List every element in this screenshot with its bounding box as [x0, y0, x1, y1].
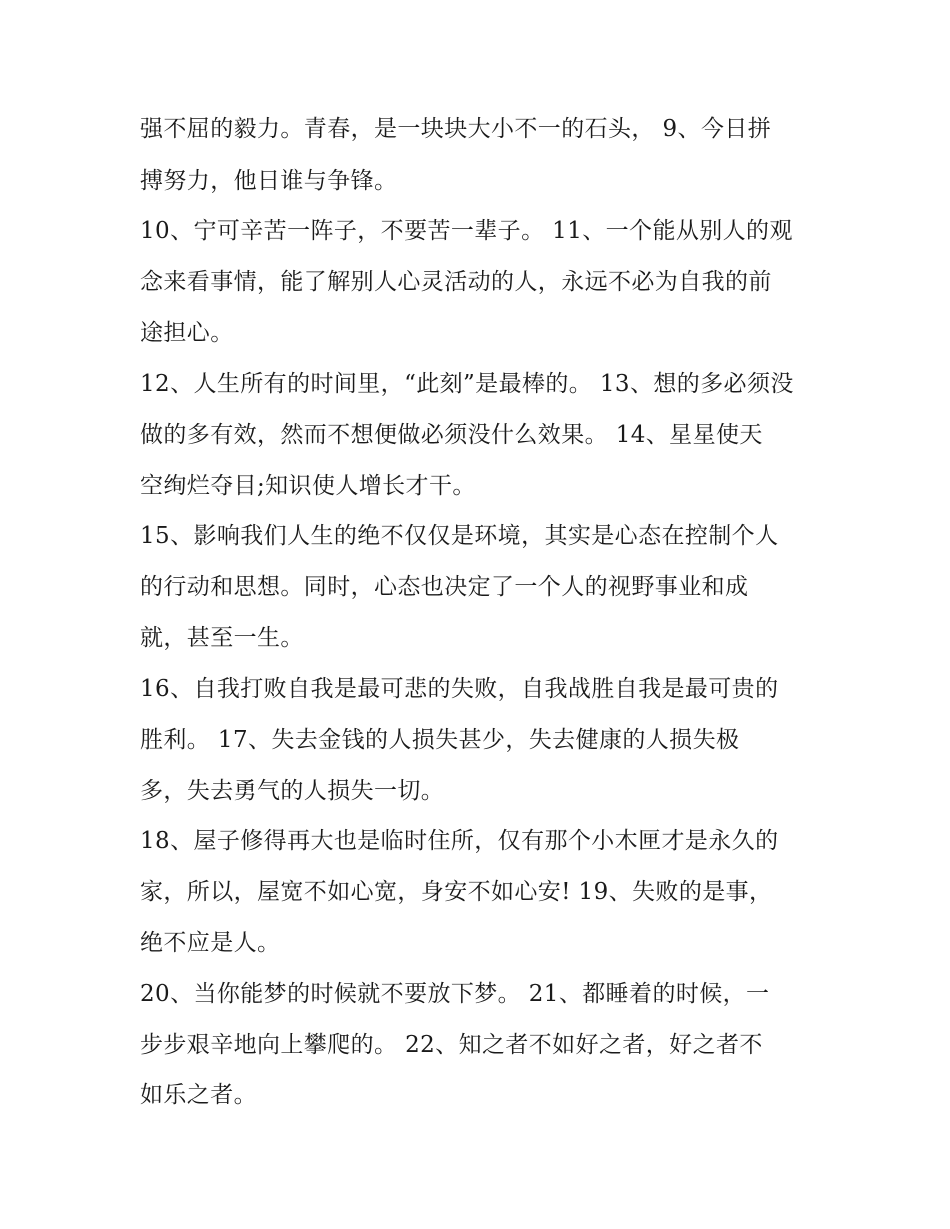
text-line: 如乐之者。 — [140, 1082, 257, 1108]
text-line: 15、影响我们人生的绝不仅仅是环境，其实是心态在控制个人 — [140, 523, 779, 549]
text-line: 家，所以，屋宽不如心宽，身安不如心安! 19、失败的是事， — [140, 879, 773, 905]
text-line: 绝不应是人。 — [140, 930, 281, 956]
text-line: 的行动和思想。同时，心态也决定了一个人的视野事业和成 — [140, 574, 749, 600]
text-line: 途担心。 — [140, 320, 234, 346]
text-line: 10、宁可辛苦一阵子，不要苦一辈子。 11、一个能从别人的观 — [140, 218, 793, 244]
text-line: 12、人生所有的时间里，“此刻”是最棒的。 13、想的多必须没 — [140, 371, 794, 397]
text-line: 就，甚至一生。 — [140, 625, 304, 651]
text-line: 16、自我打败自我是最可悲的失败，自我战胜自我是最可贵的 — [140, 676, 779, 702]
text-line: 空绚烂夺目;知识使人增长才干。 — [140, 473, 476, 499]
text-line: 强不屈的毅力。青春，是一块块大小不一的石头， 9、今日拼 — [140, 116, 772, 142]
text-line: 做的多有效，然而不想便做必须没什么效果。 14、星星使天 — [140, 422, 763, 448]
text-line: 胜利。 17、失去金钱的人损失甚少，失去健康的人损失极 — [140, 727, 740, 753]
text-line: 步步艰辛地向上攀爬的。 22、知之者不如好之者，好之者不 — [140, 1032, 763, 1058]
text-line: 18、屋子修得再大也是临时住所，仅有那个小木匣才是永久的 — [140, 828, 779, 854]
text-line: 念来看事情，能了解别人心灵活动的人，永远不必为自我的前 — [140, 269, 772, 295]
text-line: 搏努力，他日谁与争锋。 — [140, 168, 398, 194]
text-line: 20、当你能梦的时候就不要放下梦。 21、都睡着的时候，一 — [140, 981, 770, 1007]
text-line: 多，失去勇气的人损失一切。 — [140, 778, 445, 804]
